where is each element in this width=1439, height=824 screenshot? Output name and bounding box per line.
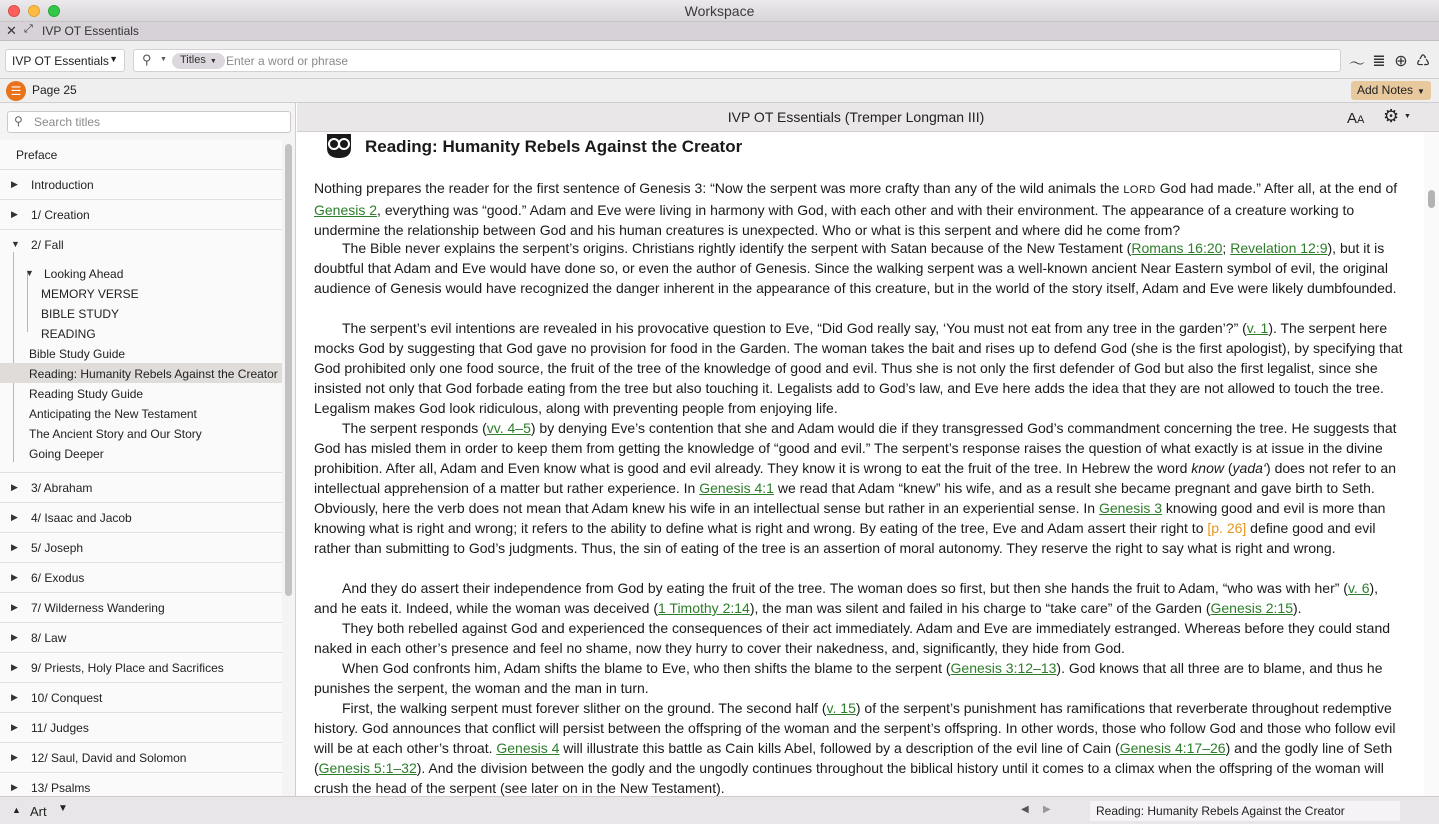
disclosure-down-icon[interactable]: ▼ [11, 239, 20, 249]
search-input[interactable] [226, 52, 1326, 70]
text: ). God knows that all three are to blame, and thus he punishes the serpent, the woman and the man in turn. [314, 660, 1383, 696]
scripture-link[interactable]: Genesis 3:12–13 [950, 660, 1057, 676]
text: ) of the serpent’s punishment has ramifications that reverberate throughout redemptive history. God announces that conflict will persist between the offspring of the woman and the serpent’s offspring. In other words, those who follow God and those who follow evil will be at each other’s throat. [314, 700, 1396, 756]
toc-item-label: Reading: Humanity Rebels Against the Creator [29, 367, 278, 381]
toc-item-label: 7/ Wilderness Wandering [31, 601, 165, 615]
toc-item-label: 6/ Exodus [31, 571, 85, 585]
chevron-down-icon: ▼ [209, 58, 217, 65]
toc-item-label: Preface [16, 148, 58, 162]
font-size-icon[interactable]: AA [1347, 110, 1365, 127]
disclosure-right-icon[interactable]: ▶ [11, 782, 18, 792]
toc-item-reading-study-guide[interactable] [0, 383, 282, 403]
scrollbar-thumb[interactable] [285, 144, 292, 596]
text: ). [1293, 600, 1302, 616]
forward-arrow-icon[interactable]: ▶ [1043, 804, 1051, 815]
toc-item-law[interactable] [0, 623, 282, 653]
toc-item-label: READING [41, 327, 96, 341]
text: ; [1222, 240, 1231, 256]
expand-panel-icon[interactable]: ⤢ [24, 23, 33, 35]
panel-tab-bar [0, 22, 1439, 41]
scripture-link[interactable]: vv. 4–5 [486, 420, 531, 436]
panel-title: IVP OT Essentials [42, 24, 139, 38]
chevron-down-icon: ▼ [109, 54, 118, 64]
toc-item-judges[interactable] [0, 713, 282, 743]
gear-icon[interactable]: ⚙ [1383, 106, 1400, 126]
bottom-bar [0, 796, 1439, 824]
toc-item-label: 1/ Creation [31, 208, 90, 222]
text: ) and the godly line of Seth ( [314, 740, 1393, 776]
resource-selector-label: IVP OT Essentials [12, 54, 109, 68]
toc-item-isaac-jacob[interactable] [0, 503, 282, 533]
text: ) by denying Eve’s contention that she and Adam would die if they transgressed God’s commandment concerning the tree. He suggests that God has misled them in order to keep them from getting the knowledge of “good and evil.” The serpent’s response raises the question of what exactly is at issue in the divine prohibition. After all, Adam and Even know what is good and evil already. They know it is wrong to eat the fruit of the tree. In Hebrew the word [314, 420, 1397, 476]
toc-item-label: BIBLE STUDY [41, 307, 120, 321]
reader-content [297, 132, 1424, 796]
paragraph [314, 658, 1404, 698]
toc-item-label: 12/ Saul, David and Solomon [31, 751, 187, 765]
scripture-link[interactable]: v. 6 [1347, 580, 1370, 596]
toc-item-label: Looking Ahead [44, 267, 124, 281]
toc-item-joseph[interactable] [0, 533, 282, 563]
disclosure-right-icon[interactable]: ▶ [11, 602, 18, 612]
paragraph [314, 578, 1404, 618]
table-of-contents-icon[interactable]: ☰ [6, 81, 26, 101]
toc-item-label: MEMORY VERSE [41, 287, 139, 301]
toc-item-memory-verse[interactable] [0, 283, 282, 303]
scripture-link[interactable]: Genesis 2 [314, 202, 378, 218]
page-reference-link[interactable]: [p. 26] [1207, 520, 1247, 536]
toc-item-label: 3/ Abraham [31, 481, 93, 495]
text: ), but it is doubtful that Adam and Eve would have done so, or even the author of Genesis. Since the walking serpent was a well-known ancient Near Eastern symbol of evil, the original audience of Genesis would have recognized the danger inherent in the appearance of this creature, but in the world of the story itself, Adam and Eve were likely dumbfounded. [314, 240, 1397, 296]
text: define good and evil rather than submitting to God’s judgments. Thus, the sin of eating of the tree is an assertion of moral autonomy. They reserve the right to say what is right and wrong. [314, 520, 1376, 556]
scripture-link[interactable]: 1 Timothy 2:14 [657, 600, 750, 616]
disclosure-right-icon[interactable]: ▶ [11, 482, 18, 492]
list-view-icon[interactable]: ≣ [1372, 53, 1386, 70]
scripture-link[interactable]: Genesis 4:17–26 [1119, 740, 1226, 756]
page-indicator: Page 25 [32, 83, 77, 97]
toc-item-looking-ahead[interactable] [0, 263, 282, 283]
scripture-link[interactable]: Genesis 2:15 [1210, 600, 1293, 616]
recycle-icon[interactable]: ♺ [1415, 53, 1431, 70]
search-icon: ⚲ [14, 114, 23, 128]
toc-sidebar [0, 103, 296, 796]
scripture-link[interactable]: v. 15 [826, 700, 856, 716]
text: They both rebelled against God and experienced the consequences of their act immediately. Adam and Eve are immediately estranged. Whereas before they could stand naked in each other’s presence and feel no shame, now they hurry to cover their nakedness, and, significantly, they hide from God. [314, 620, 1391, 656]
text: The Bible never explains the serpent’s origins. Christians rightly identify the serpent with Satan because of the New Testament ( [342, 240, 1132, 256]
paragraph [314, 698, 1404, 796]
toc-item-conquest[interactable] [0, 683, 282, 713]
scripture-link[interactable]: Genesis 5:1–32 [318, 760, 417, 776]
disclosure-right-icon[interactable]: ▶ [11, 722, 18, 732]
toc-item-exodus[interactable] [0, 563, 282, 593]
add-notes-button[interactable] [1351, 81, 1431, 100]
search-scope-pill[interactable] [172, 53, 225, 69]
toc-item-wilderness[interactable] [0, 593, 282, 623]
text: Nothing prepares the reader for the first sentence of Genesis 3: “Now the serpent was more crafty than any of the wild animals the [314, 180, 1124, 196]
toc-item-preface[interactable] [0, 140, 282, 170]
reader-header [297, 103, 1439, 132]
text: we read that Adam “knew” his wife, and as a result she became pregnant and gave birth to Seth. Obviously, here the verb does not mean that Adam knew his wife in an intellectual sense but rather in an experiential sense. In [314, 480, 1375, 516]
text: ( [1223, 460, 1233, 476]
scripture-link[interactable]: v. 1 [1246, 320, 1269, 336]
disclosure-right-icon[interactable]: ▶ [11, 662, 18, 672]
disclosure-right-icon[interactable]: ▶ [11, 512, 18, 522]
text: And they do assert their independence from God by eating the fruit of the tree. The woman does so first, but then she hands the fruit to Adam, “who was with her” ( [342, 580, 1348, 596]
toc-item-abraham[interactable] [0, 473, 282, 503]
text: ), and he eats it. Indeed, while the woman was deceived ( [314, 580, 1379, 616]
reading-glasses-icon [325, 134, 353, 158]
page-bar [0, 79, 1439, 103]
disclosure-right-icon[interactable]: ▶ [11, 572, 18, 582]
paragraph [314, 238, 1404, 298]
disclosure-down-icon[interactable]: ▼ [25, 268, 34, 278]
text: When God confronts him, Adam shifts the blame to Eve, who then shifts the blame to the serpent ( [342, 660, 951, 676]
scripture-link[interactable]: Genesis 4:1 [699, 480, 774, 496]
toc-item-label: 5/ Joseph [31, 541, 84, 555]
resource-toolbar [0, 41, 1439, 79]
chevron-down-icon[interactable]: ▼ [58, 803, 68, 814]
text: The serpent’s evil intentions are revealed in his provocative question to Eve, “Did God really say, ‘You must not eat from any tree in the garden’?” ( [342, 320, 1247, 336]
toc-item-label: Bible Study Guide [29, 347, 126, 361]
toc-item-label: Anticipating the New Testament [29, 407, 197, 421]
text: will illustrate this battle as Cain kills Abel, followed by a description of the evil line of Cain ( [559, 740, 1120, 756]
wave-icon[interactable]: 〜 [1348, 56, 1365, 73]
text: First, the walking serpent must forever slither on the ground. The second half ( [342, 700, 827, 716]
scripture-link[interactable]: Romans 16:20 [1131, 240, 1223, 256]
paragraph [314, 418, 1404, 558]
toc-item-bible-study-guide[interactable] [0, 343, 282, 363]
sidebar-scrollbar[interactable] [285, 140, 293, 790]
disclosure-right-icon[interactable]: ▶ [11, 632, 18, 642]
disclosure-right-icon[interactable]: ▶ [11, 752, 18, 762]
toc-item-label: Reading Study Guide [29, 387, 144, 401]
back-arrow-icon[interactable]: ◀ [1021, 804, 1029, 815]
toc-item-creation[interactable] [0, 200, 282, 230]
text: ), the man was silent and failed in his charge to “take care” of the Garden ( [749, 600, 1211, 616]
toc-item-reading-humanity-rebels[interactable] [0, 363, 282, 383]
search-icon[interactable]: ⚲ [142, 52, 152, 67]
paragraph [314, 618, 1404, 658]
disclosure-right-icon[interactable]: ▶ [11, 542, 18, 552]
toc-item-label: 10/ Conquest [31, 691, 103, 705]
search-bar [133, 49, 1341, 72]
toc-item-bible-study[interactable] [0, 303, 282, 323]
search-options-caret-icon[interactable]: ▼ [160, 56, 167, 63]
scripture-link[interactable]: Genesis 4 [496, 740, 560, 756]
window-titlebar [0, 0, 1439, 22]
toc-item-fall[interactable] [0, 230, 282, 260]
toc-item-saul-david-solomon[interactable] [0, 743, 282, 773]
search-scope-label: Titles [180, 54, 206, 66]
title-search-box [7, 111, 291, 133]
text: ). And the division between the godly and the ungodly continues throughout the biblical history until it comes to a climax when the offspring of the woman will crush the head of the serpent (see later on in the New Testament). [314, 760, 1384, 796]
title-search-input[interactable] [34, 114, 284, 130]
text: The serpent responds ( [342, 420, 487, 436]
collapse-up-icon[interactable]: ▲ [12, 805, 21, 815]
toc-item-going-deeper[interactable] [0, 443, 282, 473]
toc-item-label: 2/ Fall [31, 238, 64, 252]
toc-item-label: 13/ Psalms [31, 781, 91, 795]
toc-item-label: The Ancient Story and Our Story [29, 427, 202, 441]
scripture-link[interactable]: Genesis 3 [1098, 500, 1163, 516]
toc-item-priests[interactable] [0, 653, 282, 683]
panel-menu-label[interactable]: Art [30, 804, 47, 819]
toc-item-reading[interactable] [0, 323, 282, 343]
content-scrollbar[interactable] [1424, 132, 1439, 796]
disclosure-right-icon[interactable]: ▶ [11, 692, 18, 702]
toc-item-label: 4/ Isaac and Jacob [31, 511, 132, 525]
close-panel-icon[interactable]: ✕ [6, 23, 17, 38]
scrollbar-thumb[interactable] [1428, 190, 1435, 208]
italic-word: yada‘ [1232, 460, 1267, 476]
text: ) does not refer to an intellectual apprehension of a matter but rather experience. In [314, 460, 1396, 496]
text-smallcaps-lord: LORD [1123, 184, 1156, 196]
toc-item-label: Introduction [31, 178, 94, 192]
toc-item-label: 8/ Law [31, 631, 67, 645]
toc-item-label: Going Deeper [29, 447, 104, 461]
chevron-down-icon[interactable]: ▼ [1404, 113, 1411, 120]
toc-item-anticipating-new-testament[interactable] [0, 403, 282, 423]
text: , everything was “good.” Adam and Eve were living in harmony with God, with each other and with their environment. The appearance of a creature working to undermine the relationship between God and his human creatures is unexpected. Who or what is this serpent and where did he come from? [314, 202, 1355, 238]
chevron-down-icon: ▼ [1417, 87, 1425, 96]
text: ). The serpent here mocks God by suggesting that God gave no provision for food in the Garden. The woman takes the bait and rises up to defend God (she is the first apologist), by specifying that God prohibited only one food source, the fruit of the tree of the knowledge of good and evil. Thus she is not only the first defender of God but also the first legalist, since she insisted not only that God forbade eating from the tree but also touching it. Legalists add to God’s law, and Eve here adds the idea that they are not allowed to touch the tree. Legalism makes God look ridiculous, along with preventing people from enjoying life. [314, 320, 1403, 416]
disclosure-right-icon[interactable]: ▶ [11, 179, 18, 189]
scripture-link[interactable]: Revelation 12:9 [1230, 240, 1328, 256]
window-title: Workspace [684, 3, 755, 19]
text: God had made.” After all, at the end of [1155, 180, 1398, 196]
italic-word: know [1191, 460, 1224, 476]
section-heading: Reading: Humanity Rebels Against the Creator [365, 137, 743, 156]
paragraph [314, 178, 1404, 240]
add-circle-icon[interactable]: ⊕ [1394, 53, 1408, 70]
current-location[interactable]: Reading: Humanity Rebels Against the Creator [1090, 801, 1400, 821]
add-notes-label: Add Notes [1357, 83, 1414, 97]
text: knowing good and evil is more than knowing what is right and wrong; it refers to the ability to define what is right and wrong. By eating of the tree, Eve and Adam assert their right to [314, 500, 1386, 536]
toc-item-label: 11/ Judges [31, 721, 89, 735]
toc-item-ancient-story[interactable] [0, 423, 282, 443]
toc-item-introduction[interactable] [0, 170, 282, 200]
toc-item-psalms[interactable] [0, 773, 282, 796]
paragraph [314, 318, 1404, 418]
resource-title: IVP OT Essentials (Tremper Longman III) [727, 109, 985, 125]
toc-item-label: 9/ Priests, Holy Place and Sacrifices [31, 661, 224, 675]
disclosure-right-icon[interactable]: ▶ [11, 209, 18, 219]
resource-selector[interactable] [5, 49, 125, 72]
table-of-contents [0, 140, 282, 796]
